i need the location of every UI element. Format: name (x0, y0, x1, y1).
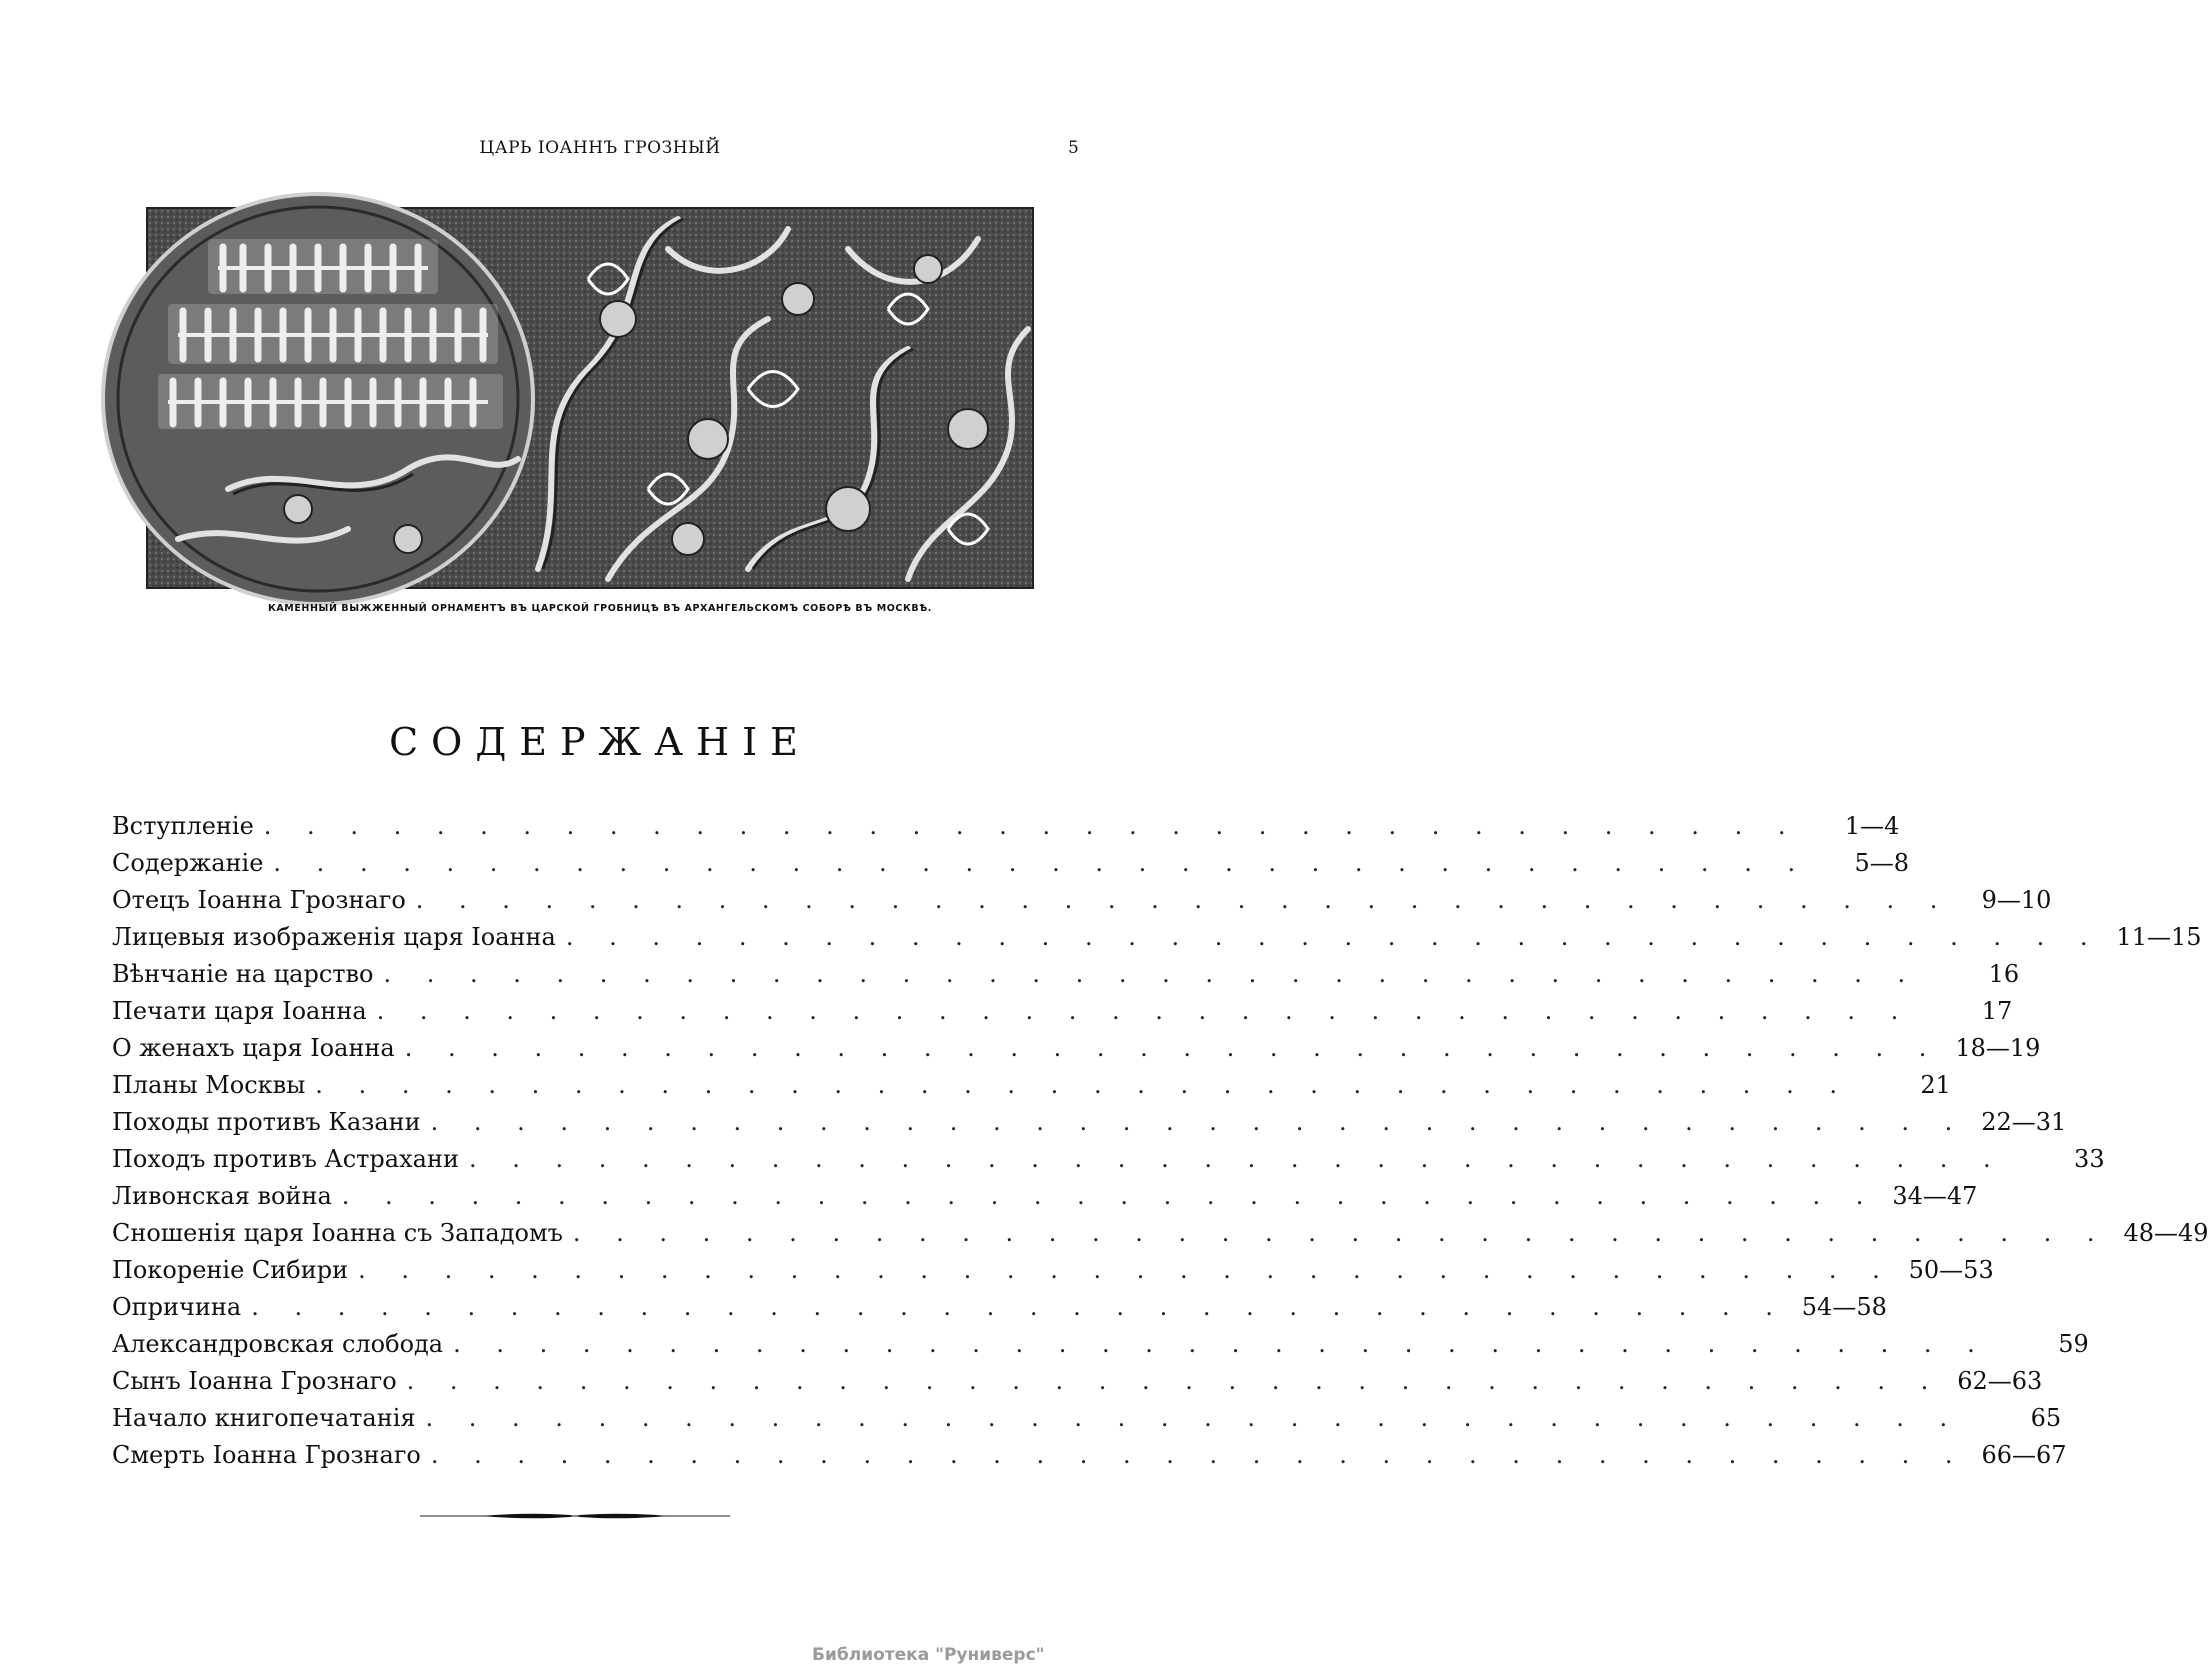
page-number: 5 (1068, 138, 1079, 158)
dot-leader: . . . . . . . . . . . . . . . . . . . . . . . . . . . . . . . . . . . . (251, 1293, 1787, 1321)
toc-entry-pages: 16 (1988, 960, 2020, 988)
library-watermark: Библиотека "Руниверс" (812, 1645, 1045, 1665)
dot-leader: . . . . . . . . . . . . . . . . . . . . . . . . . . . . . . . . . . . . (358, 1256, 1894, 1284)
toc-entry-title: Опричина (112, 1293, 242, 1321)
toc-entry-pages: 18—19 (1955, 1034, 2041, 1062)
toc-entry-title: Сношенія царя Іоанна съ Западомъ (112, 1219, 563, 1247)
toc-entry-pages: 9—10 (1981, 886, 2052, 914)
toc-entry (112, 1219, 2209, 1256)
tailpiece-ornament (420, 1511, 730, 1521)
toc-entry-title: Начало книгопечатанія (112, 1404, 416, 1432)
contents-title: СОДЕРЖАНІЕ (389, 720, 811, 764)
toc-entry-title: Содержаніе (112, 849, 264, 877)
ornament-engraving (148, 209, 1032, 587)
dot-leader: . . . . . . . . . . . . . . . . . . . . . . . . . . . . . . . . . . . . (468, 1145, 2005, 1173)
toc-entry (112, 886, 2052, 923)
dot-leader: . . . . . . . . . . . . . . . . . . . . . . . . . . . . . . . . . . . . (430, 1108, 1967, 1136)
toc-entry-title: Смерть Іоанна Грознаго (112, 1441, 421, 1469)
toc-entry-title: Отецъ Іоанна Грознаго (112, 886, 406, 914)
dot-leader: . . . . . . . . . . . . . . . . . . . . . . . . . . . . . . . . . . . . (572, 1219, 2109, 1247)
toc-entry-pages: 17 (1981, 997, 2013, 1025)
toc-entry-title: Покореніе Сибири (112, 1256, 349, 1284)
toc-entry-title: Вступленіе (112, 812, 254, 840)
toc-entry-pages: 48—49 (2123, 1219, 2209, 1247)
toc-entry (112, 1404, 2062, 1441)
dot-leader: . . . . . . . . . . . . . . . . . . . . . . . . . . . . . . . . . . . . (406, 1367, 1943, 1395)
toc-entry-pages: 54—58 (1801, 1293, 1887, 1321)
dot-leader: . . . . . . . . . . . . . . . . . . . . . . . . . . . . . . . . . . . . (453, 1330, 1989, 1358)
ornament-photo (146, 207, 1034, 589)
dot-leader: . . . . . . . . . . . . . . . . . . . . . . . . . . . . . . . . . . . . (263, 812, 1800, 840)
toc-entry-pages: 50—53 (1908, 1256, 1994, 1284)
toc-entry-pages: 21 (1920, 1071, 1951, 1099)
toc-entry-pages: 65 (2030, 1404, 2062, 1432)
dot-leader: . . . . . . . . . . . . . . . . . . . . . . . . . . . . . . . . . . . . (383, 960, 1920, 988)
toc-entry-title: Вѣнчаніе на царство (112, 960, 374, 988)
toc-entry (112, 812, 1900, 849)
table-of-contents (112, 812, 2209, 1478)
toc-entry-title: Походы противъ Казани (112, 1108, 421, 1136)
toc-entry (112, 997, 2013, 1034)
toc-entry (112, 1293, 1887, 1330)
toc-entry (112, 849, 1910, 886)
dot-leader: . . . . . . . . . . . . . . . . . . . . . . . . . . . . . . . . . . . . (273, 849, 1810, 877)
toc-entry (112, 1034, 2041, 1071)
toc-entry-title: Лицевыя изображенія царя Іоанна (112, 923, 556, 951)
toc-entry (112, 1367, 2043, 1404)
toc-entry (112, 960, 2020, 997)
dot-leader: . . . . . . . . . . . . . . . . . . . . . . . . . . . . . . . . . . . . (425, 1404, 1962, 1432)
toc-entry-pages: 11—15 (2116, 923, 2202, 951)
dot-leader: . . . . . . . . . . . . . . . . . . . . . . . . . . . . . . . . . . . . (415, 886, 1952, 914)
toc-entry-title: Александровская слобода (112, 1330, 444, 1358)
toc-entry-pages: 5—8 (1854, 849, 1910, 877)
toc-entry-title: Планы Москвы (112, 1071, 306, 1099)
toc-entry (112, 923, 2202, 960)
toc-entry-title: Печати царя Іоанна (112, 997, 367, 1025)
running-head: ЦАРЬ ІОАННЪ ГРОЗНЫЙ (479, 138, 721, 158)
toc-entry-title: Походъ противъ Астрахани (112, 1145, 459, 1173)
toc-entry-pages: 62—63 (1957, 1367, 2043, 1395)
dot-leader: . . . . . . . . . . . . . . . . . . . . . . . . . . . . . . . . . . . . (404, 1034, 1941, 1062)
toc-entry-pages: 33 (2074, 1145, 2105, 1173)
dot-leader: . . . . . . . . . . . . . . . . . . . . . . . . . . . . . . . . . . . . (430, 1441, 1967, 1469)
toc-entry-title: О женахъ царя Іоанна (112, 1034, 395, 1062)
toc-entry (112, 1256, 1994, 1293)
toc-entry-pages: 59 (2058, 1330, 2089, 1358)
toc-entry (112, 1145, 2105, 1182)
toc-entry (112, 1071, 1951, 1108)
toc-entry (112, 1441, 2067, 1478)
toc-entry (112, 1330, 2089, 1367)
dot-leader: . . . . . . . . . . . . . . . . . . . . . . . . . . . . . . . . . . . . (376, 997, 1913, 1025)
dot-leader: . . . . . . . . . . . . . . . . . . . . . . . . . . . . . . . . . . . . (315, 1071, 1851, 1099)
toc-entry-pages: 66—67 (1981, 1441, 2067, 1469)
toc-entry-pages: 34—47 (1892, 1182, 1978, 1210)
toc-entry-title: Ливонская война (112, 1182, 332, 1210)
toc-entry-pages: 1—4 (1844, 812, 1900, 840)
toc-entry-title: Сынъ Іоанна Грознаго (112, 1367, 397, 1395)
illustration-caption: КАМЕННЫЙ ВЫЖЖЕННЫЙ ОРНАМЕНТЪ ВЪ ЦАРСКОЙ ГРОБНИЦѢ ВЪ АРХАНГЕЛЬСКОМЪ СОБОРѢ ВЪ МОСКВѢ. (267, 603, 933, 614)
toc-entry (112, 1182, 1978, 1219)
dot-leader: . . . . . . . . . . . . . . . . . . . . . . . . . . . . . . . . . . . . (341, 1182, 1878, 1210)
toc-entry-pages: 22—31 (1981, 1108, 2067, 1136)
toc-entry (112, 1108, 2067, 1145)
dot-leader: . . . . . . . . . . . . . . . . . . . . . . . . . . . . . . . . . . . . (565, 923, 2102, 951)
